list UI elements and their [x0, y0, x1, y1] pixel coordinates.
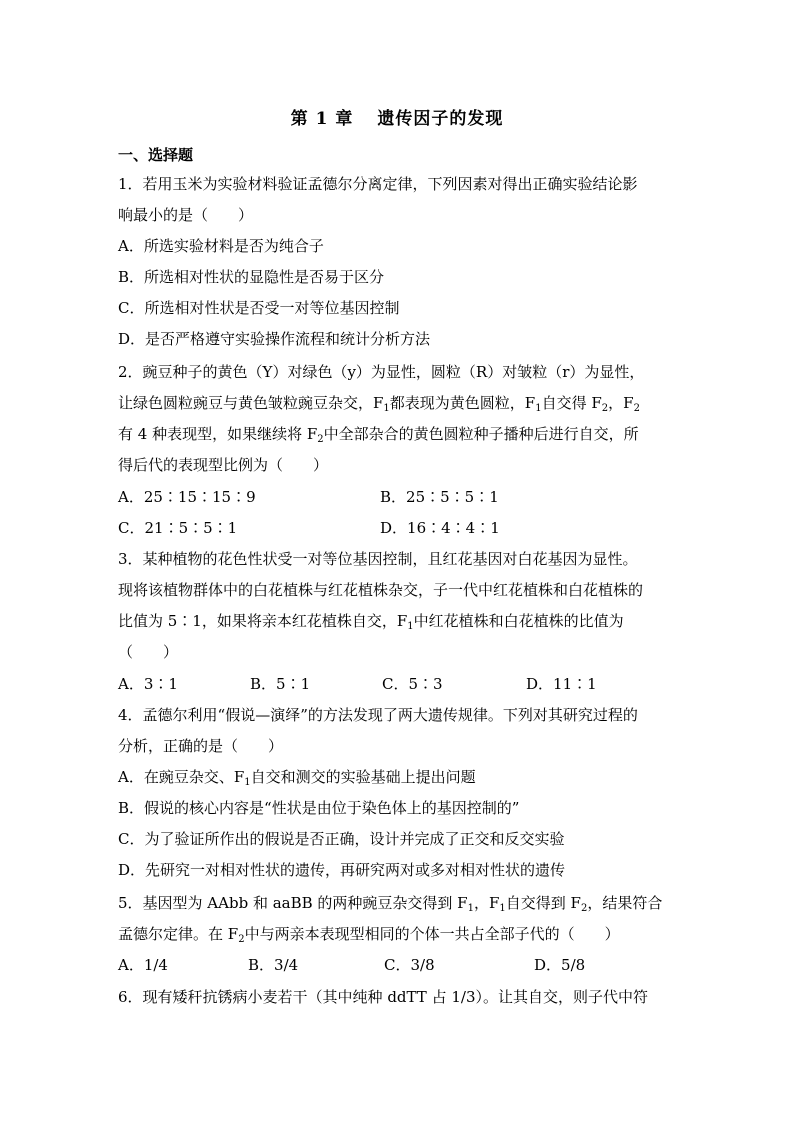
- q4-option-d: D．先研究一对相对性状的遗传，再研究两对或多对相对性状的遗传: [118, 861, 566, 879]
- chapter-number: 第 1 章: [290, 109, 354, 129]
- q4-option-c: C．为了验证所作出的假说是否正确，设计并完成了正交和反交实验: [118, 830, 565, 848]
- q3-option-c: C．5∶3: [382, 675, 443, 693]
- q1-option-a: A．所选实验材料是否为纯合子: [118, 237, 324, 255]
- q5-stem-line2: 孟德尔定律。在 $F_2$中与两亲本表现型相同的个体一共占全部子代的（ ）: [118, 925, 620, 945]
- chapter-name: 遗传因子的发现: [377, 109, 504, 129]
- q2-stem-line4: 得后代的表现型比例为（ ）: [118, 456, 329, 474]
- chapter-title: [0, 104, 794, 129]
- q5-option-a: A．1/4: [118, 956, 168, 974]
- q3-stem-line2: 现将该植物群体中的白花植株与红花植株杂交，子一代中红花植株和白花植株的: [118, 581, 644, 599]
- q2-stem-line3: 有 4 种表现型，如果继续将 $F_2$中全部杂合的黄色圆粒种子播种后进行自交，所: [118, 425, 639, 445]
- q1-stem-line2: 响最小的是（ ）: [118, 206, 254, 224]
- q4-stem-line2: 分析，正确的是（ ）: [118, 737, 284, 755]
- q4-option-b: B．假说的核心内容是“性状是由位于染色体上的基因控制的”: [118, 799, 520, 817]
- section-heading: 一、选择题: [118, 146, 194, 164]
- q2-stem-line1: 2．豌豆种子的黄色（Y）对绿色（y）为显性，圆粒（R）对皱粒（r）为显性，: [118, 363, 645, 381]
- q2-option-c: C．21∶5∶5∶1: [118, 519, 238, 537]
- q2-option-a: A．25∶15∶15∶9: [118, 488, 256, 506]
- q2-option-d: D．16∶4∶4∶1: [380, 519, 500, 537]
- q4-option-a: A．在豌豆杂交、$F_1$自交和测交的实验基础上提出问题: [118, 768, 476, 788]
- q3-stem-line1: 3．某种植物的花色性状受一对等位基因控制，且红花基因对白花基因为显性。: [118, 550, 638, 568]
- q3-stem-line4: （ ）: [118, 643, 179, 661]
- q1-option-d: D．是否严格遵守实验操作流程和统计分析方法: [118, 330, 431, 348]
- q5-option-c: C．3/8: [384, 956, 435, 974]
- q3-option-a: A．3∶1: [118, 675, 178, 693]
- q1-option-b: B．所选相对性状的显隐性是否易于区分: [118, 268, 385, 286]
- q3-option-d: D．11∶1: [526, 675, 597, 693]
- q6-stem-line1: 6．现有矮秆抗锈病小麦若干（其中纯种 ddTT 占 1/3）。让其自交，则子代中符: [118, 988, 648, 1006]
- q3-stem-line3: 比值为 5∶1，如果将亲本红花植株自交，$F_1$中红花植株和白花植株的比值为: [118, 612, 624, 632]
- q1-stem-line1: 1．若用玉米为实验材料验证孟德尔分离定律，下列因素对得出正确实验结论影: [118, 175, 638, 193]
- q5-option-b: B．3/4: [248, 956, 299, 974]
- q2-stem-line2: 让绿色圆粒豌豆与黄色皱粒豌豆杂交，$F_1$都表现为黄色圆粒，$F_1$自交得 $F_2$，$F_2$: [118, 394, 640, 414]
- q4-stem-line1: 4．孟德尔利用“假说—演绎”的方法发现了两大遗传规律。下列对其研究过程的: [118, 706, 638, 724]
- q3-option-b: B．5∶1: [250, 675, 311, 693]
- q5-stem-line1: 5．基因型为 AAbb 和 aaBB 的两种豌豆杂交得到 $F_1$，$F_1$自交得到 $F_2$，结果符合: [118, 894, 663, 914]
- q5-option-d: D．5/8: [534, 956, 586, 974]
- q2-option-b: B．25∶5∶5∶1: [380, 488, 499, 506]
- q1-option-c: C．所选相对性状是否受一对等位基因控制: [118, 299, 400, 317]
